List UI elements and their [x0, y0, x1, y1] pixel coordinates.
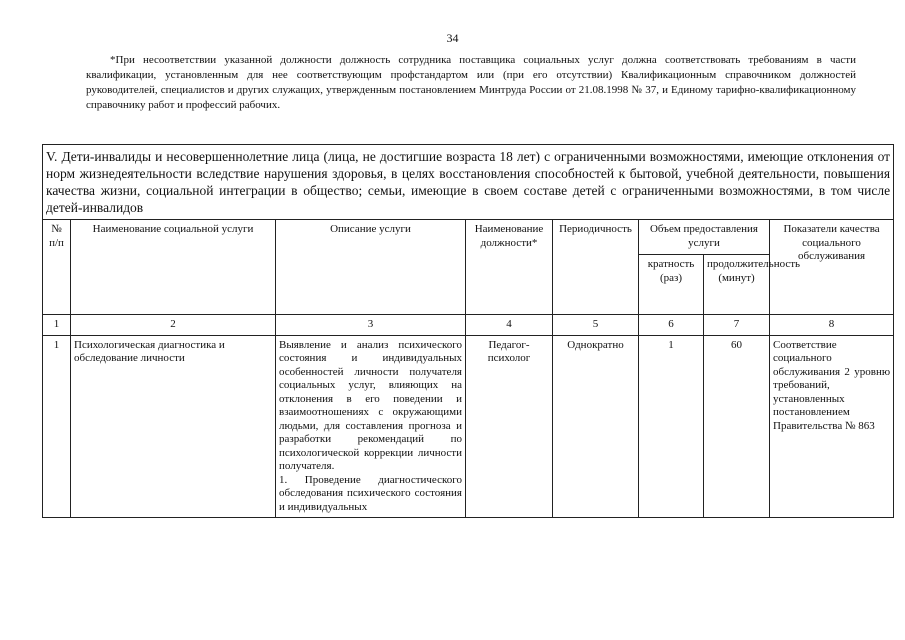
row-quality: Соответствие социального обслуживания 2 уровню требований, установленных постановлением Правительства № 863	[770, 335, 894, 518]
column-number: 8	[770, 315, 894, 336]
section-title: V. Дети-инвалиды и несовершеннолетние лица (лица, не достигшие возраста 18 лет) с ограниченными возможностями, имеющие отклонения от норм жизнедеятельности вследствие нарушения здоровья, в целях восстановления способностей к бытовой, учебной деятельности, повышения качества жизни, социальной интеграции в общество; семьи, имеющие в своем составе детей с ограниченными возможностями, в том числе детей-инвалидов	[43, 145, 894, 220]
column-number: 3	[276, 315, 466, 336]
header-volume: Объем предоставления услуги	[639, 220, 770, 255]
row-periodicity: Однократно	[553, 335, 639, 518]
header-periodicity: Периодичность	[553, 220, 639, 315]
column-number: 1	[43, 315, 71, 336]
header-num: № п/п	[43, 220, 71, 315]
row-description	[276, 335, 466, 518]
header-position: Наименование должности*	[466, 220, 553, 315]
header-duration: продолжительность (минут)	[704, 255, 770, 315]
header-description: Описание услуги	[276, 220, 466, 315]
footnote	[86, 53, 856, 113]
row-multiplicity: 1	[639, 335, 704, 518]
row-position: Педагог-психолог	[466, 335, 553, 518]
footnote-text: *При несоответствии указанной должности должность сотрудника поставщика социальных услуг должна соответствовать требованиям в части квалификации, установленным для нее соответствующим профстандартом или (при его отсутствии) Квалификационным справочником должностей руководителей, специалистов и других служащих, утвержденным постановлением Минтруда России от 21.08.1998 № 37, и Единому тарифно-квалификационному справочнику работ и профессий рабочих.	[86, 54, 856, 111]
row-description-p1: Выявление и анализ психического состояния и индивидуальных особенностей личности получателя социальных услуг, влияющих на отклонения в его поведении и взаимоотношениях с окружающими людьми, для составления прогноза и разработки рекомендаций по психологической коррекции личности получателя.	[279, 338, 462, 472]
row-description-p2: 1. Проведение диагностического обследования психического состояния и индивидуальных	[279, 473, 462, 513]
header-multiplicity: кратность (раз)	[639, 255, 704, 315]
column-number: 2	[71, 315, 276, 336]
header-service-name: Наименование социальной услуги	[71, 220, 276, 315]
row-num: 1	[43, 335, 71, 518]
row-duration: 60	[704, 335, 770, 518]
services-table	[42, 144, 894, 518]
page-number: 34	[446, 31, 459, 45]
column-number: 6	[639, 315, 704, 336]
column-number: 7	[704, 315, 770, 336]
column-number: 5	[553, 315, 639, 336]
row-service-name: Психологическая диагностика и обследование личности	[71, 335, 276, 518]
header-quality: Показатели качества социального обслуживания	[770, 220, 894, 315]
table-row	[43, 335, 894, 518]
column-number: 4	[466, 315, 553, 336]
